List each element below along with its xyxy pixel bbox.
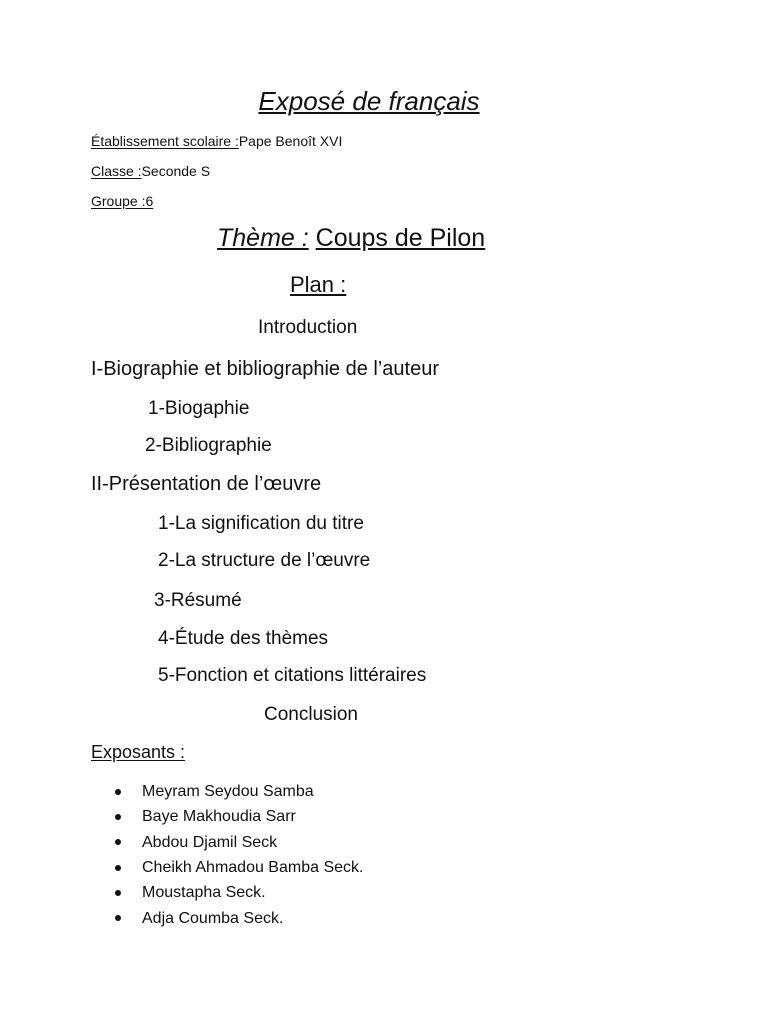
list-item xyxy=(110,779,363,804)
plan-part-2-item: 3-Résumé xyxy=(154,590,242,611)
bullet-icon xyxy=(115,865,121,871)
member-name: Cheikh Ahmadou Bamba Seck. xyxy=(142,859,364,877)
info-school-label: Établissement scolaire : xyxy=(91,133,239,149)
bullet-icon xyxy=(115,789,121,795)
plan-part-2-item: 4-Étude des thèmes xyxy=(158,628,329,649)
bullet-icon xyxy=(115,890,121,896)
info-class-label: Classe : xyxy=(91,163,142,179)
plan-part-1-item: 2-Bibliographie xyxy=(145,435,272,456)
plan-part-2-item: 1-La signification du titre xyxy=(158,513,364,534)
info-group-label: Groupe : xyxy=(91,193,146,209)
exposants-list xyxy=(110,779,363,931)
list-item xyxy=(110,905,363,930)
list-item xyxy=(110,804,363,829)
theme-value: Coups de Pilon xyxy=(315,224,486,252)
plan-part-2: II-Présentation de l’œuvre xyxy=(91,473,322,495)
plan-part-1-item: 1-Biogaphie xyxy=(148,398,250,419)
plan-part-2-item: 2-La structure de l’œuvre xyxy=(158,550,371,571)
bullet-icon xyxy=(115,814,121,820)
plan-introduction: Introduction xyxy=(258,317,358,338)
member-name: Moustapha Seck. xyxy=(142,884,266,902)
document-title: Exposé de français xyxy=(258,86,480,116)
plan-part-1: I-Biographie et bibliographie de l’auteur xyxy=(91,358,440,380)
info-school-value: Pape Benoît XVI xyxy=(238,133,343,149)
exposants-title: Exposants : xyxy=(91,742,186,762)
plan-conclusion: Conclusion xyxy=(264,704,358,725)
bullet-icon xyxy=(115,915,121,921)
theme-label: Thème : xyxy=(217,224,309,252)
member-name: Adja Coumba Seck. xyxy=(142,909,284,927)
plan-title: Plan : xyxy=(290,272,347,297)
member-name: Meyram Seydou Samba xyxy=(142,783,314,801)
list-item xyxy=(110,830,363,855)
info-class-value: Seconde S xyxy=(141,163,211,179)
list-item xyxy=(110,855,363,880)
bullet-icon xyxy=(115,839,121,845)
plan-part-2-item: 5-Fonction et citations littéraires xyxy=(158,665,427,686)
member-name: Baye Makhoudia Sarr xyxy=(142,808,296,826)
info-school xyxy=(91,133,342,149)
info-class xyxy=(91,163,210,179)
member-name: Abdou Djamil Seck xyxy=(142,833,278,851)
theme-line xyxy=(217,224,485,253)
info-group-value: 6 xyxy=(145,193,154,209)
info-group xyxy=(91,193,153,209)
list-item xyxy=(110,880,363,905)
